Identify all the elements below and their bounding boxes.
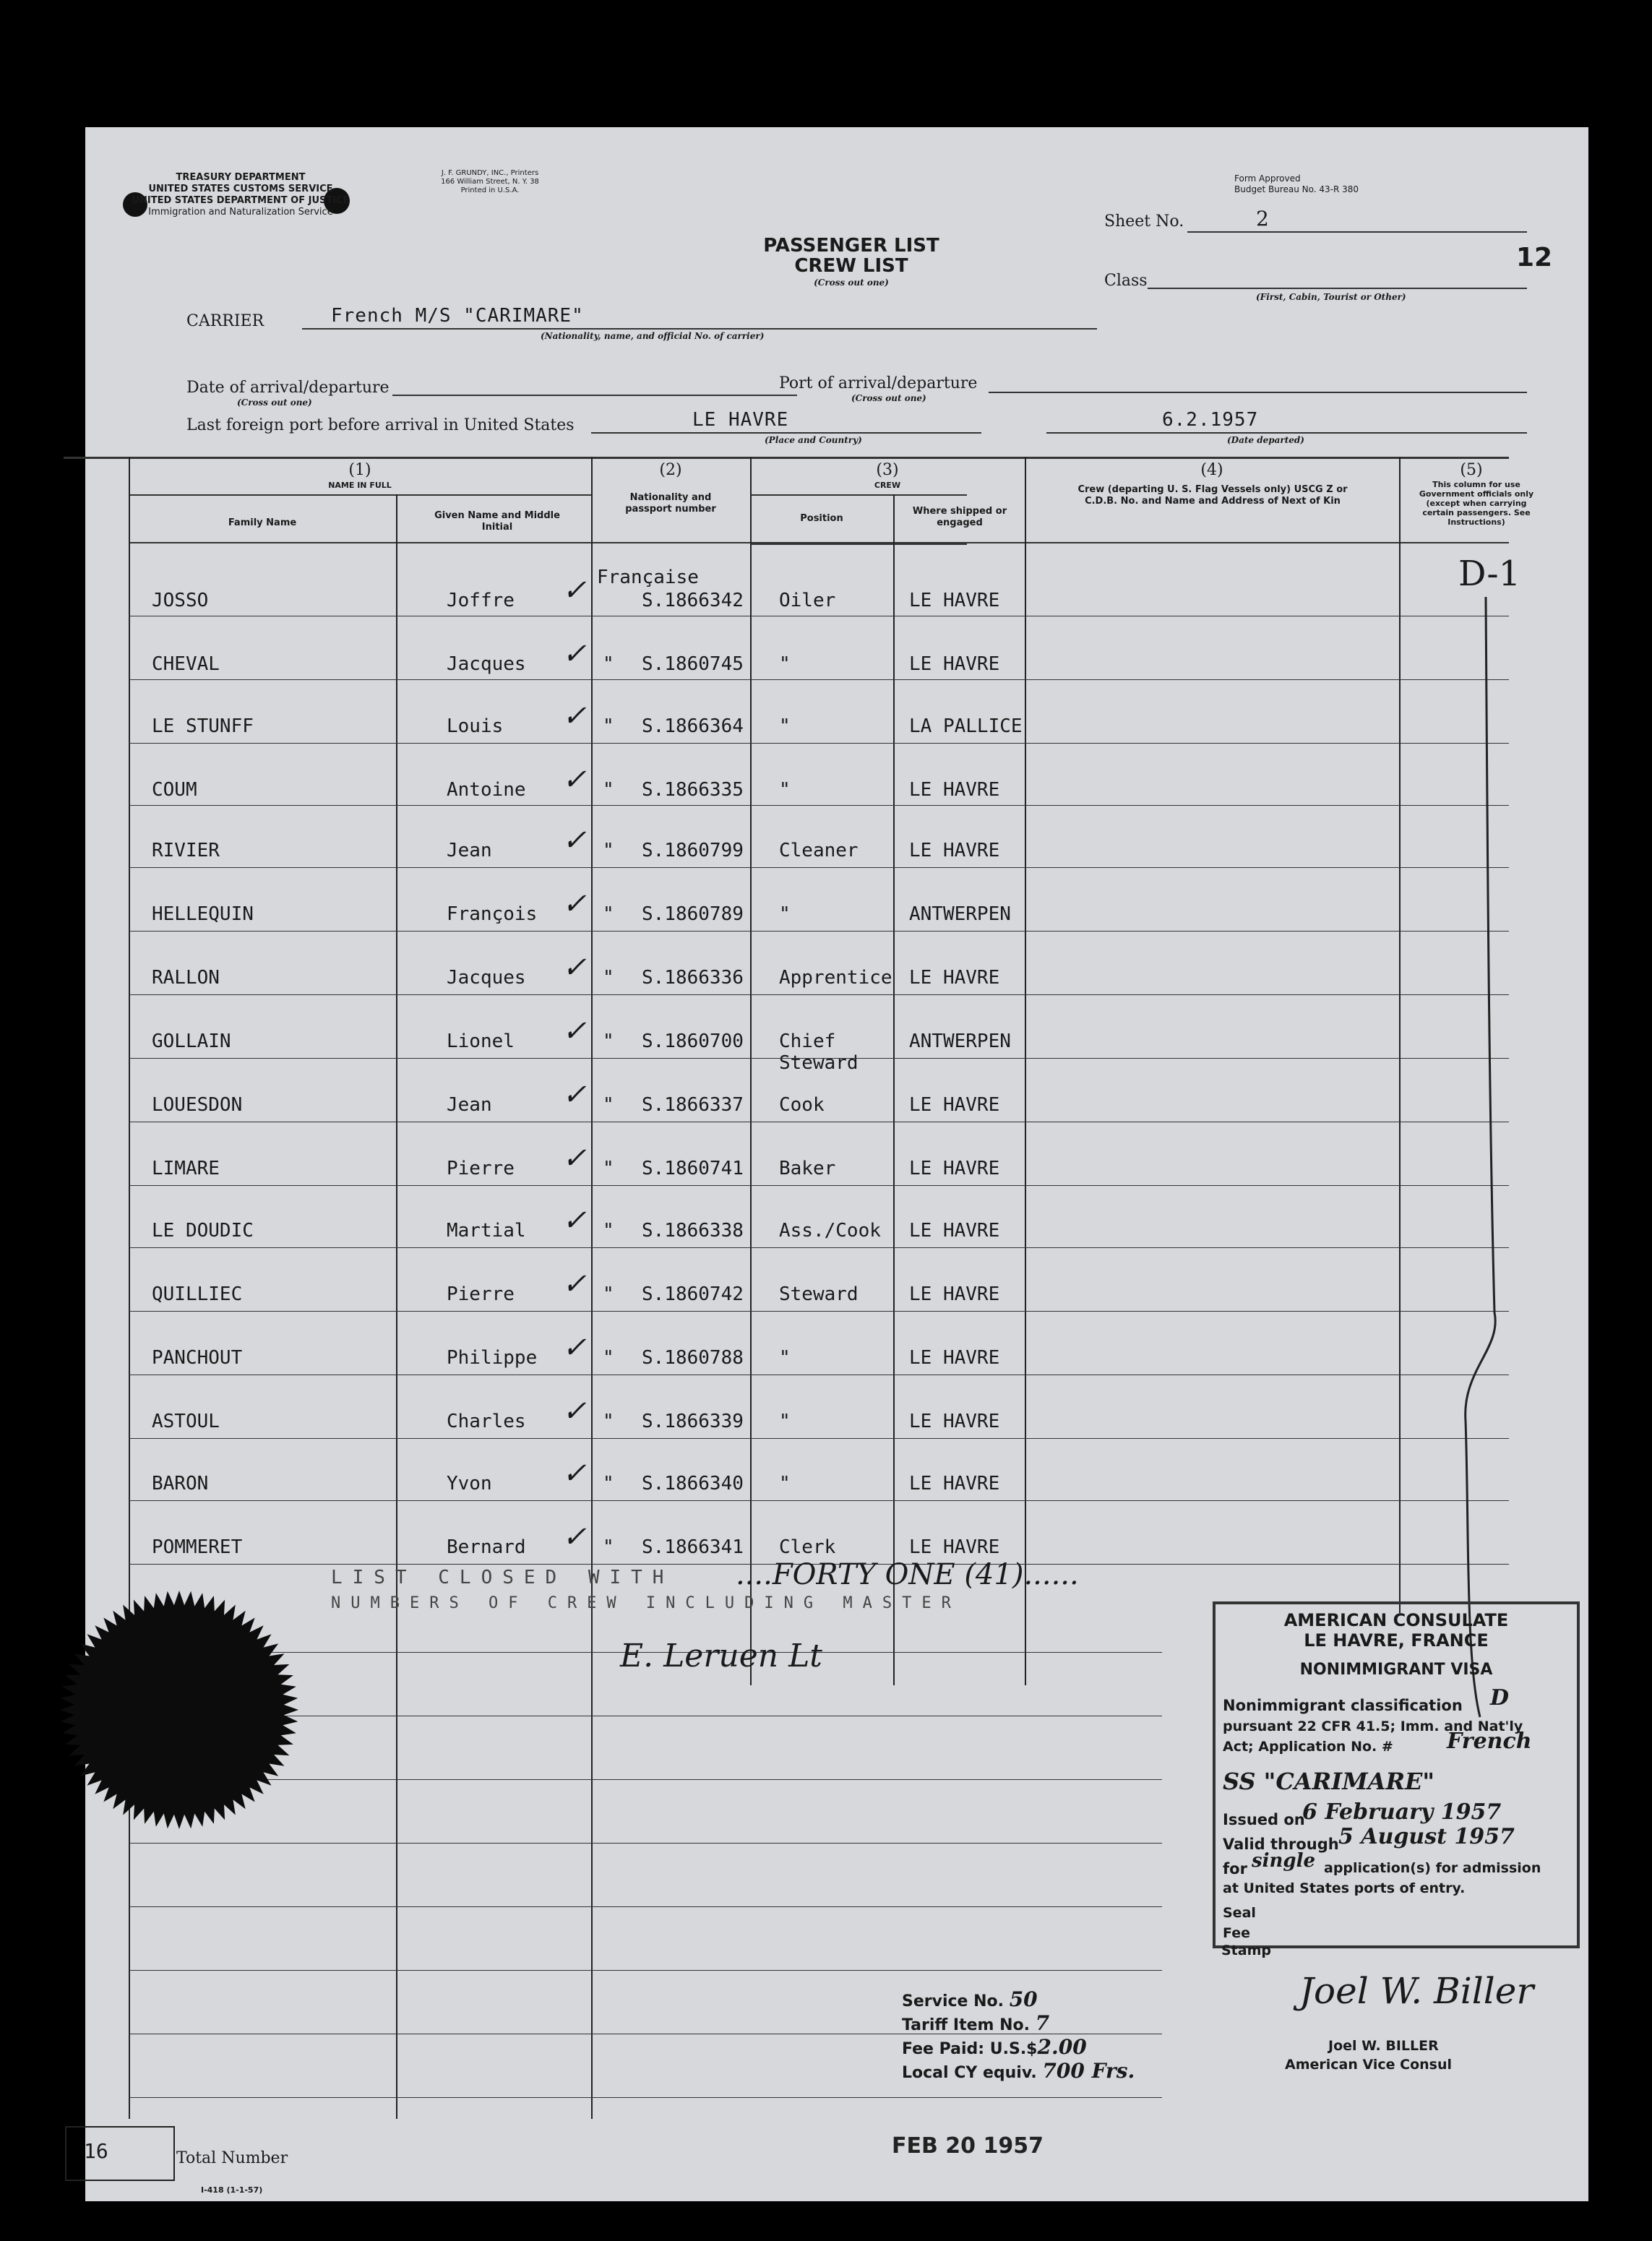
fee-service-value: 50: [1009, 1987, 1038, 2011]
blank-row-rule: [129, 1843, 1162, 1844]
printer-line-1: J. F. GRUNDY, INC., Printers: [441, 169, 539, 177]
check-mark: ✓: [562, 887, 587, 921]
row-nationality: ": [603, 715, 614, 737]
last-port-label: Last foreign port before arrival in United States: [186, 416, 575, 434]
port-arrival-underline: [989, 392, 1527, 393]
row-position: ": [779, 1473, 791, 1494]
row-nationality: ": [603, 1220, 614, 1242]
row-rule: [129, 1058, 1509, 1059]
stamp-application-label: Act; Application No. #: [1223, 1739, 1393, 1755]
row-family-name: POMMERET: [152, 1536, 243, 1558]
row-rule: [129, 805, 1509, 806]
row-rule: [129, 994, 1509, 995]
row-position: ": [779, 653, 791, 675]
row-rule: [129, 1185, 1509, 1186]
form-number: I-418 (1-1-57): [201, 2185, 263, 2195]
row-passport-number: S.1860745: [642, 653, 744, 675]
row-nationality: ": [603, 1094, 614, 1116]
stamp-visa-type: NONIMMIGRANT VISA: [1299, 1661, 1493, 1679]
stamp-title-1: AMERICAN CONSULATE: [1283, 1610, 1509, 1630]
row-shipped-from: LE HAVRE: [909, 1283, 1000, 1305]
row-shipped-from: LE HAVRE: [909, 1220, 1000, 1242]
row-rule: [129, 931, 1509, 932]
received-date-stamp: FEB 20 1957: [892, 2133, 1044, 2159]
row-given-name: Yvon: [447, 1473, 492, 1494]
class-underline: [1148, 288, 1527, 289]
col-rule-position: [893, 494, 895, 1685]
stamp-stamp-label: Stamp: [1221, 1943, 1271, 1958]
form-title: [707, 236, 996, 289]
row-family-name: JOSSO: [152, 590, 209, 611]
blank-row-rule: [129, 1906, 1162, 1907]
form-approval-line-1: Form Approved: [1234, 173, 1301, 184]
sheet-underline: [1187, 231, 1527, 233]
check-mark: ✓: [562, 824, 587, 857]
stamp-valid-value: 5 August 1957: [1338, 1824, 1515, 1849]
row-position: Cleaner: [779, 840, 859, 861]
col1-title: NAME IN FULL: [328, 481, 392, 490]
row-family-name: HELLEQUIN: [152, 903, 254, 925]
stamp-title-2: LE HAVRE, FRANCE: [1304, 1630, 1489, 1651]
agency-block: [121, 172, 360, 218]
black-seal: [42, 1580, 317, 1840]
stamp-issued-value: 6 February 1957: [1302, 1799, 1502, 1825]
row-given-name: François: [447, 903, 538, 925]
stamp-classification-label: Nonimmigrant classification: [1223, 1697, 1463, 1714]
row-given-name: Charles: [447, 1411, 526, 1432]
check-mark: ✓: [562, 1142, 587, 1175]
last-port-date-underline: [1046, 432, 1527, 434]
col-rule-shipped: [1025, 457, 1026, 1685]
row-passport-number: S.1860742: [642, 1283, 744, 1305]
row-passport-number: S.1866342: [642, 590, 744, 611]
stamp-application-value: French: [1447, 1729, 1532, 1754]
row-family-name: RALLON: [152, 967, 220, 989]
form-approval: [1234, 173, 1359, 195]
closing-typed-1: LIST CLOSED WITH: [331, 1567, 674, 1588]
col1-given-header: Given Name and Middle Initial: [434, 510, 560, 533]
fee-service-row: [902, 1989, 1135, 2013]
row-passport-number: S.1866339: [642, 1411, 744, 1432]
fee-tariff-row: [902, 2013, 1135, 2036]
col1-number: (1): [348, 461, 371, 479]
row-nationality: ": [603, 1283, 614, 1305]
row-nationality: ": [603, 1347, 614, 1369]
row-nationality: ": [603, 967, 614, 989]
table-top-rule: [64, 457, 1509, 459]
row-given-name: Pierre: [447, 1158, 515, 1179]
check-mark: ✓: [562, 637, 587, 671]
check-mark: ✓: [562, 1268, 587, 1301]
class-label: Class: [1104, 272, 1148, 290]
row-given-name: Jacques: [447, 653, 526, 675]
row-given-name: Pierre: [447, 1283, 515, 1305]
fee-service-label: Service No.: [902, 1992, 1004, 2010]
row-shipped-from: LE HAVRE: [909, 1473, 1000, 1494]
col1-family-header: Family Name: [228, 517, 297, 528]
row-passport-number: S.1866340: [642, 1473, 744, 1494]
row-given-name: Bernard: [447, 1536, 526, 1558]
date-arrival-underline: [392, 395, 797, 396]
row-position: Steward: [779, 1283, 859, 1305]
row-rule: [129, 679, 1509, 680]
row-position: Chief Steward: [779, 1031, 859, 1074]
subheader-rule-1: [129, 494, 591, 496]
consul-signature: Joel W. Biller: [1299, 1970, 1534, 2012]
port-arrival-note: (Cross out one): [851, 393, 926, 403]
check-mark: ✓: [562, 1520, 587, 1554]
row-position: Ass./Cook: [779, 1220, 881, 1242]
agency-line-2: UNITED STATES CUSTOMS SERVICE: [148, 184, 333, 194]
col4-number: (4): [1200, 461, 1223, 479]
row-passport-number: S.1860799: [642, 840, 744, 861]
last-port-date-note: (Date departed): [1227, 435, 1304, 445]
row-nationality: ": [603, 1473, 614, 1494]
row-family-name: LOUESDON: [152, 1094, 243, 1116]
corner-number: 12: [1516, 243, 1553, 272]
row-position: Baker: [779, 1158, 836, 1179]
agency-line-1: TREASURY DEPARTMENT: [176, 172, 306, 183]
row-family-name: LIMARE: [152, 1158, 220, 1179]
row-family-name: PANCHOUT: [152, 1347, 243, 1369]
row-nationality: ": [603, 779, 614, 801]
closing-handwritten-count: ....FORTY ONE (41)......: [736, 1558, 1079, 1591]
document-sheet: [85, 127, 1588, 2201]
row-shipped-from: LE HAVRE: [909, 653, 1000, 675]
row-shipped-from: LE HAVRE: [909, 967, 1000, 989]
row-shipped-from: LE HAVRE: [909, 590, 1000, 611]
agency-line-4: Immigration and Naturalization Service: [148, 207, 333, 218]
row-shipped-from: LE HAVRE: [909, 1536, 1000, 1558]
row-family-name: QUILLIEC: [152, 1283, 243, 1305]
row-nationality: ": [603, 1031, 614, 1052]
sheet-label: Sheet No.: [1104, 212, 1184, 231]
consul-title: American Vice Consul: [1285, 2057, 1453, 2073]
col-rule-family: [396, 494, 397, 2119]
row-nationality: ": [603, 903, 614, 925]
title-note: (Cross out one): [814, 278, 889, 288]
blank-row-rule: [129, 2097, 1162, 2098]
stamp-seal-label: Seal: [1223, 1905, 1256, 1921]
row-family-name: COUM: [152, 779, 197, 801]
fee-local-value: 700 Frs.: [1042, 2059, 1135, 2083]
col5-title: This column for use Government officials only (except when carrying certain passengers. See Instructions): [1419, 480, 1534, 527]
row-shipped-from: LE HAVRE: [909, 1094, 1000, 1116]
col3-number: (3): [876, 461, 899, 479]
sheet-value: 2: [1256, 207, 1269, 231]
stamp-classification-value: D: [1490, 1685, 1510, 1711]
row-position: Cook: [779, 1094, 825, 1116]
check-mark: ✓: [562, 1204, 587, 1237]
consulate-visa-stamp: [1213, 1601, 1580, 1948]
stamp-fee-label: Fee: [1223, 1925, 1250, 1941]
row-passport-number: S.1860788: [642, 1347, 744, 1369]
stamp-for-value: single: [1252, 1850, 1316, 1872]
row-family-name: LE DOUDIC: [152, 1220, 254, 1242]
row-family-name: GOLLAIN: [152, 1031, 231, 1052]
row-given-name: Martial: [447, 1220, 526, 1242]
col-rule-given: [591, 457, 593, 2119]
row-shipped-from: LE HAVRE: [909, 1347, 1000, 1369]
row-nationality: ": [603, 653, 614, 675]
row-family-name: RIVIER: [152, 840, 220, 861]
stamp-vessel: SS "CARIMARE": [1223, 1768, 1435, 1795]
total-box: [65, 2126, 175, 2181]
consul-name: Joel W. BILLER: [1328, 2038, 1439, 2054]
check-mark: ✓: [562, 1457, 587, 1490]
annotation-bracket-line: [1408, 590, 1552, 1732]
agency-line-3: UNITED STATES DEPARTMENT OF JUSTICE: [132, 195, 350, 206]
col-rule-left: [129, 457, 130, 2119]
row-given-name: Philippe: [447, 1347, 538, 1369]
row-rule: [129, 867, 1509, 868]
carrier-label: CARRIER: [186, 312, 264, 330]
check-mark: ✓: [562, 1078, 587, 1111]
row-shipped-from: LE HAVRE: [909, 1411, 1000, 1432]
row-position: Apprentice: [779, 967, 892, 989]
stamp-valid-label: Valid through: [1223, 1836, 1339, 1853]
col4-title: Crew (departing U. S. Flag Vessels only) USCG Z or C.D.B. No. and Name and Address of Next of Kin: [1077, 484, 1348, 507]
row-position: ": [779, 1411, 791, 1432]
form-approval-line-2: Budget Bureau No. 43-R 380: [1234, 184, 1359, 194]
row-rule: [129, 1500, 1509, 1501]
row-given-name: Lionel: [447, 1031, 515, 1052]
row-shipped-from: ANTWERPEN: [909, 903, 1011, 925]
fee-local-label: Local CY equiv.: [902, 2064, 1037, 2082]
total-value: 16: [84, 2139, 108, 2163]
row-given-name: Antoine: [447, 779, 526, 801]
row-given-name: Jacques: [447, 967, 526, 989]
row-passport-number: S.1860741: [642, 1158, 744, 1179]
last-port-underline: [591, 432, 981, 434]
col-rule-nationality: [750, 457, 752, 1685]
printer-line-2: 166 William Street, N. Y. 38: [441, 178, 539, 186]
fee-local-row: [902, 2060, 1135, 2084]
printer-line-3: Printed in U.S.A.: [460, 186, 520, 194]
total-label: Total Number: [176, 2149, 288, 2167]
last-port-note: (Place and Country): [765, 435, 862, 445]
title-crew-list: CREW LIST: [794, 255, 908, 277]
row-nationality: ": [603, 1411, 614, 1432]
col5-number: (5): [1460, 461, 1483, 479]
row-family-name: ASTOUL: [152, 1411, 220, 1432]
row-position: ": [779, 903, 791, 925]
col3-shipped-header: Where shipped or engaged: [912, 506, 1007, 528]
check-mark: ✓: [562, 1015, 587, 1048]
last-port-value: LE HAVRE: [692, 409, 789, 431]
row-position: Clerk: [779, 1536, 836, 1558]
printer-block: [403, 169, 577, 195]
row-passport-number: S.1866335: [642, 779, 744, 801]
col3-title: CREW: [874, 481, 901, 490]
closing-typed-2: NUMBERS OF CREW INCLUDING MASTER: [331, 1594, 961, 1612]
stamp-issued-label: Issued on: [1223, 1811, 1305, 1828]
fee-paid-value: 2.00: [1037, 2035, 1087, 2059]
stamp-ports: at United States ports of entry.: [1223, 1880, 1466, 1896]
row-rule: [129, 1247, 1509, 1248]
row-passport-number: S.1860700: [642, 1031, 744, 1052]
class-note: (First, Cabin, Tourist or Other): [1256, 292, 1406, 302]
row-given-name: Louis: [447, 715, 504, 737]
row-position: Oiler: [779, 590, 836, 611]
row-shipped-from: LE HAVRE: [909, 840, 1000, 861]
carrier-value: French M/S "CARIMARE": [331, 305, 584, 327]
last-port-date-value: 6.2.1957: [1162, 409, 1259, 431]
row-shipped-from: ANTWERPEN: [909, 1031, 1011, 1052]
row-passport-number: S.1866337: [642, 1094, 744, 1116]
row-passport-number: S.1866338: [642, 1220, 744, 1242]
row-rule: [129, 1438, 1509, 1439]
row-family-name: CHEVAL: [152, 653, 220, 675]
fee-tariff-value: 7: [1035, 2011, 1050, 2035]
check-mark: ✓: [562, 951, 587, 984]
stamp-for-label: for: [1223, 1860, 1247, 1877]
row-given-name: Jean: [447, 840, 492, 861]
fee-paid-label: Fee Paid: U.S.$: [902, 2040, 1038, 2058]
row-shipped-from: LE HAVRE: [909, 779, 1000, 801]
row-nationality: ": [603, 1158, 614, 1179]
row-rule: [129, 743, 1509, 744]
port-arrival-label: Port of arrival/departure: [779, 374, 978, 392]
subheader-rule-3b: [750, 543, 967, 545]
row-shipped-from: LE HAVRE: [909, 1158, 1000, 1179]
row-passport-number: S.1866364: [642, 715, 744, 737]
closing-signature: E. Leruen Lt: [620, 1638, 822, 1674]
check-mark: ✓: [562, 1395, 587, 1428]
subheader-rule-3: [750, 494, 967, 496]
row-family-name: BARON: [152, 1473, 209, 1494]
row-shipped-from: LA PALLICE: [909, 715, 1023, 737]
fee-block: [902, 1989, 1135, 2084]
fee-paid-row: [902, 2036, 1135, 2060]
fee-tariff-label: Tariff Item No.: [902, 2016, 1030, 2034]
date-arrival-note: (Cross out one): [237, 397, 312, 408]
col2-title: Nationality and passport number: [625, 492, 716, 515]
carrier-underline: [302, 328, 1097, 330]
row-position: ": [779, 1347, 791, 1369]
carrier-note: (Nationality, name, and official No. of carrier): [541, 331, 765, 341]
row-given-name: Jean: [447, 1094, 492, 1116]
row-passport-number: S.1866341: [642, 1536, 744, 1558]
col2-number: (2): [659, 461, 682, 479]
row-nationality: Française: [597, 567, 699, 588]
annotation-d1: D-1: [1458, 554, 1521, 594]
col3-position-header: Position: [800, 513, 843, 524]
blank-row-rule: [129, 1970, 1162, 1971]
check-mark: ✓: [562, 574, 587, 607]
col-rule-nextofkin: [1399, 457, 1401, 1613]
date-arrival-label: Date of arrival/departure: [186, 379, 390, 397]
row-nationality: ": [603, 840, 614, 861]
row-passport-number: S.1860789: [642, 903, 744, 925]
check-mark: ✓: [562, 1331, 587, 1364]
row-position: ": [779, 779, 791, 801]
row-nationality: ": [603, 1536, 614, 1558]
row-passport-number: S.1866336: [642, 967, 744, 989]
title-passenger-list: PASSENGER LIST: [763, 235, 939, 257]
row-family-name: LE STUNFF: [152, 715, 254, 737]
row-rule: [129, 1311, 1509, 1312]
check-mark: ✓: [562, 763, 587, 796]
check-mark: ✓: [562, 700, 587, 733]
stamp-for-rest: application(s) for admission: [1324, 1860, 1541, 1876]
row-position: ": [779, 715, 791, 737]
stamp-pursuant: pursuant 22 CFR 41.5; Imm. and Nat'ly: [1223, 1719, 1523, 1734]
row-given-name: Joffre: [447, 590, 515, 611]
